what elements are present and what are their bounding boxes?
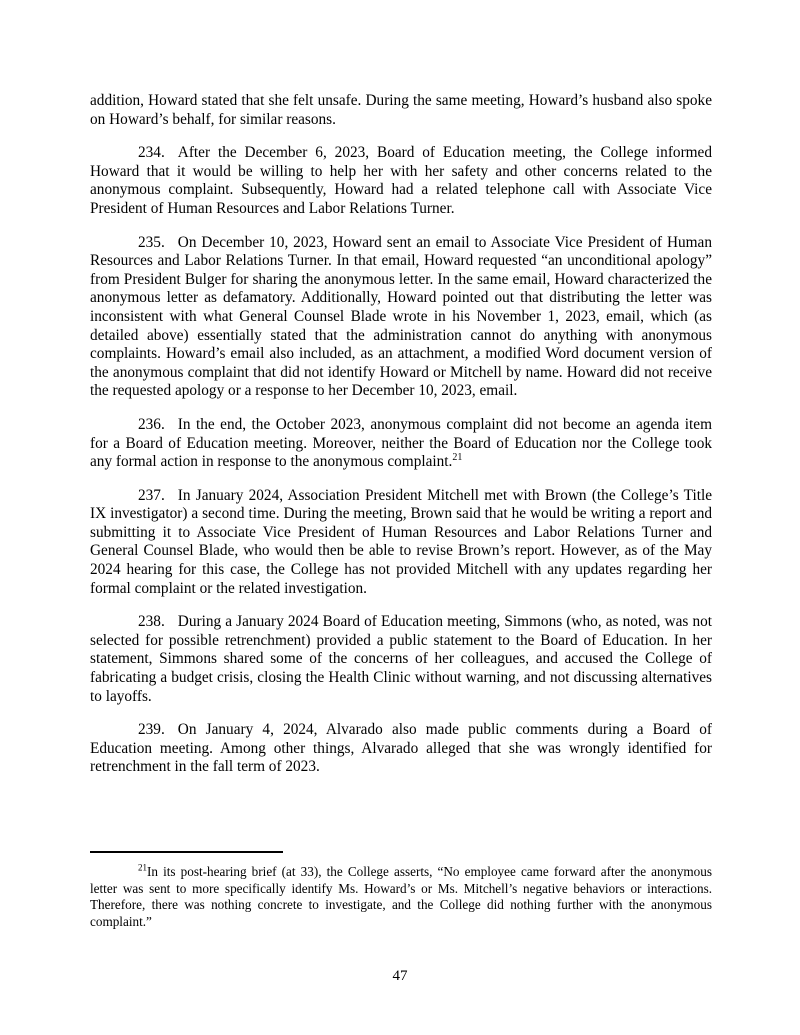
- paragraph-number: 235.: [138, 233, 165, 251]
- paragraph-number: 236.: [138, 415, 165, 433]
- paragraph-text: On December 10, 2023, Howard sent an email to Associate Vice President of Human Resources and Labor Relations Turner. In that email, Howard requested “an unconditional apology” from President Bulger for sharing the anonymous letter. In the same email, Howard characterized the anonymous letter as defamatory. Additionally, Howard pointed out that distributing the letter was inconsistent with what General Counsel Blade wrote in his November 1, 2023, email, which (as detailed above) essentially stated that the administration cannot do anything with anonymous complaints. Howard’s email also included, as an attachment, a modified Word document version of the anonymous complaint that did not identify Howard or Mitchell by name. Howard did not receive the requested apology or a response to her December 10, 2023, email.: [90, 233, 712, 400]
- paragraph-237: [90, 487, 712, 599]
- footnote-separator: [90, 851, 283, 853]
- paragraph-number: 239.: [138, 721, 165, 739]
- paragraph-number: 238.: [138, 613, 165, 631]
- footnote-text: [90, 864, 712, 930]
- paragraph-234: [90, 144, 712, 218]
- document-body: [90, 92, 712, 792]
- footnote-body: In its post-hearing brief (at 33), the College asserts, “No employee came forward after the anonymous letter was sent to more specifically identify Ms. Howard’s or Ms. Mitchell’s negative behaviors or interactions. Therefore, there was nothing concrete to investigate, and the College did nothing further with the anonymous complaint.”: [90, 864, 712, 929]
- footnote-number: 21: [138, 862, 147, 873]
- paragraph-continuation: addition, Howard stated that she felt unsafe. During the same meeting, Howard’s husband also spoke on Howard’s behalf, for similar reasons.: [90, 92, 712, 128]
- paragraph-238: [90, 613, 712, 706]
- paragraph-text: During a January 2024 Board of Education meeting, Simmons (who, as noted, was not selected for possible retrenchment) provided a public statement to the Board of Education. In her statement, Simmons shared some of the concerns of her colleagues, and accused the College of fabricating a budget crisis, closing the Health Clinic without warning, and not discussing alternatives to layoffs.: [90, 613, 712, 705]
- paragraph-236: [90, 416, 712, 472]
- paragraph-235: [90, 234, 712, 401]
- paragraph-number: 234.: [138, 144, 165, 162]
- paragraph-text: On January 4, 2024, Alvarado also made public comments during a Board of Education meeting. Among other things, Alvarado alleged that she was wrongly identified for retrenchment in the fall term of 2023.: [90, 721, 712, 776]
- footnote-section: [90, 851, 712, 930]
- paragraph-text: In the end, the October 2023, anonymous complaint did not become an agenda item for a Board of Education meeting. Moreover, neither the Board of Education nor the College took any formal action in response to the anonymous complaint.: [90, 415, 712, 471]
- paragraph-text: In January 2024, Association President Mitchell met with Brown (the College’s Title IX investigator) a second time. During the meeting, Brown said that he would be writing a report and submitting it to Associate Vice President of Human Resources and Labor Relations Turner and General Counsel Blade, who would then be able to revise Brown’s report. However, as of the May 2024 hearing for this case, the College has not provided Mitchell with any updates regarding her formal complaint or the related investigation.: [90, 486, 712, 597]
- paragraph-text: After the December 6, 2023, Board of Education meeting, the College informed Howard that it would be willing to help her with her safety and other concerns related to the anonymous complaint. Subsequently, Howard had a related telephone call with Associate Vice President of Human Resources and Labor Relations Turner.: [90, 144, 712, 217]
- footnote-reference: 21: [452, 452, 463, 463]
- paragraph-239: [90, 721, 712, 777]
- paragraph-number: 237.: [138, 486, 165, 504]
- page-number: 47: [392, 968, 408, 984]
